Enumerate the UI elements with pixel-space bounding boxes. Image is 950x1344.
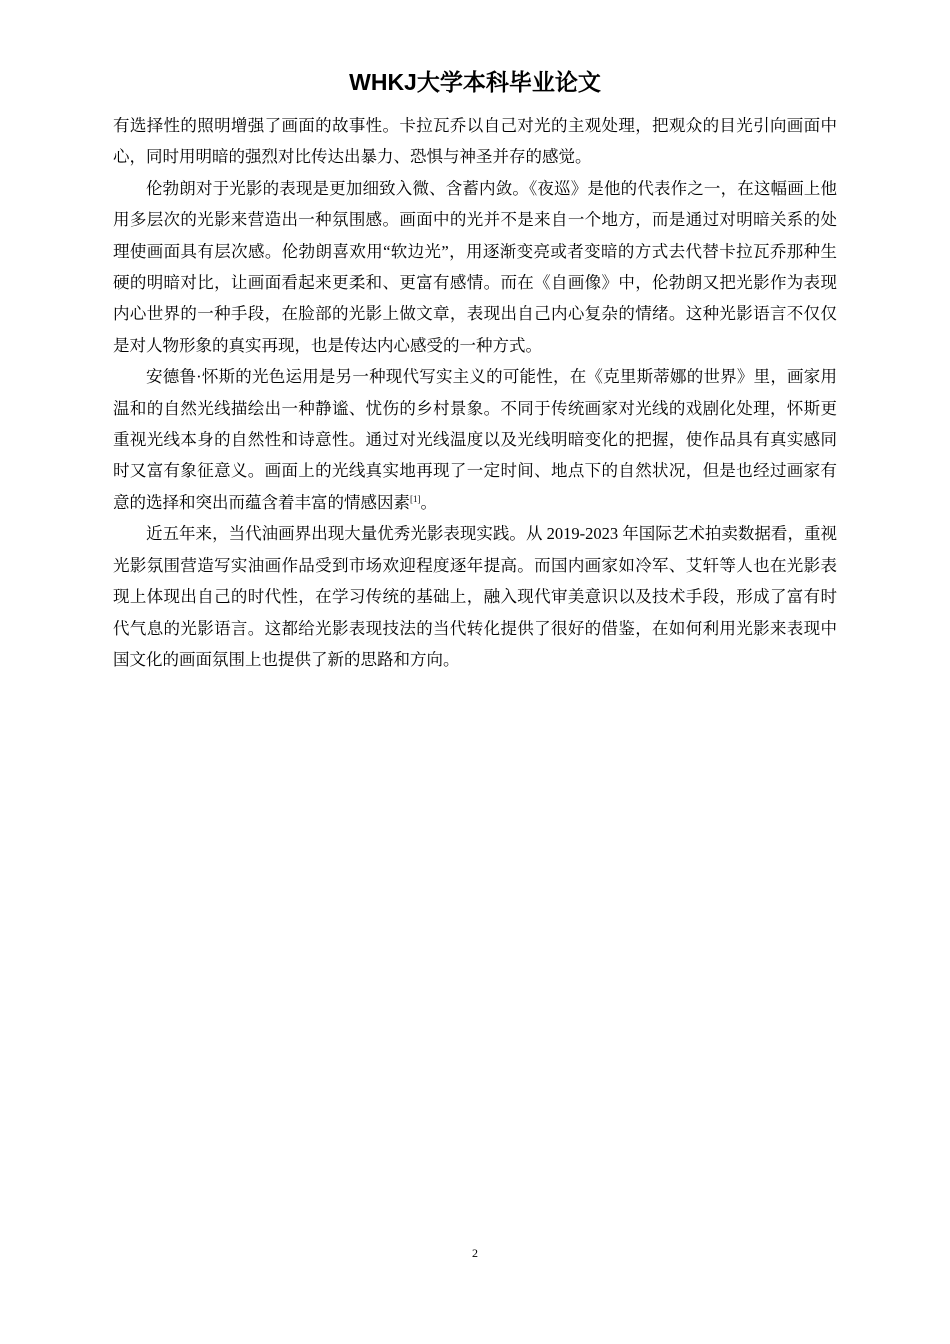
- paragraph-wyeth-text: 安德鲁·怀斯的光色运用是另一种现代写实主义的可能性，在《克里斯蒂娜的世界》里，画家用温和的自然光线描绘出一种静谧、忧伤的乡村景象。不同于传统画家对光线的戏剧化处理，怀斯更重视光线本身的自然性和诗意性。通过对光线温度以及光线明暗变化的把握，使作品具有真实感同时又富有象征意义。画面上的光线真实地再现了一定时间、地点下的自然状况，但是也经过画家有意的选择和突出而蕴含着丰富的情感因素: [113, 367, 837, 512]
- page-number: 2: [472, 1246, 478, 1260]
- page-header-title: WHKJ大学本科毕业论文: [349, 69, 601, 95]
- body-text: [113, 110, 837, 675]
- paragraph-contemporary: 近五年来，当代油画界出现大量优秀光影表现实践。从 2019-2023 年国际艺术拍卖数据看，重视光影氛围营造写实油画作品受到市场欢迎程度逐年提高。而国内画家如冷军、艾轩等人也在光影表现上体现出自己的时代性，在学习传统的基础上，融入现代审美意识以及技术手段，形成了富有时代气息的光影语言。这都给光影表现技法的当代转化提供了很好的借鉴，在如何利用光影来表现中国文化的画面氛围上也提供了新的思路和方向。: [113, 524, 837, 669]
- citation-marker: [1]: [410, 493, 421, 504]
- paragraph-wyeth: [113, 361, 837, 518]
- paragraph-continuation: 有选择性的照明增强了画面的故事性。卡拉瓦乔以自己对光的主观处理，把观众的目光引向画面中心，同时用明暗的强烈对比传达出暴力、恐惧与神圣并存的感觉。: [113, 116, 837, 167]
- paragraph-rembrandt: 伦勃朗对于光影的表现是更加细致入微、含蓄内敛。《夜巡》是他的代表作之一，在这幅画上他用多层次的光影来营造出一种氛围感。画面中的光并不是来自一个地方，而是通过对明暗关系的处理使画面具有层次感。伦勃朗喜欢用“软边光”，用逐渐变亮或者变暗的方式去代替卡拉瓦乔那种生硬的明暗对比，让画面看起来更柔和、更富有感情。而在《自画像》中，伦勃朗又把光影作为表现内心世界的一种手段，在脸部的光影上做文章，表现出自己内心复杂的情绪。这种光影语言不仅仅是对人物形象的真实再现，也是传达内心感受的一种方式。: [113, 178, 837, 355]
- paragraph-wyeth-end: 。: [420, 492, 437, 512]
